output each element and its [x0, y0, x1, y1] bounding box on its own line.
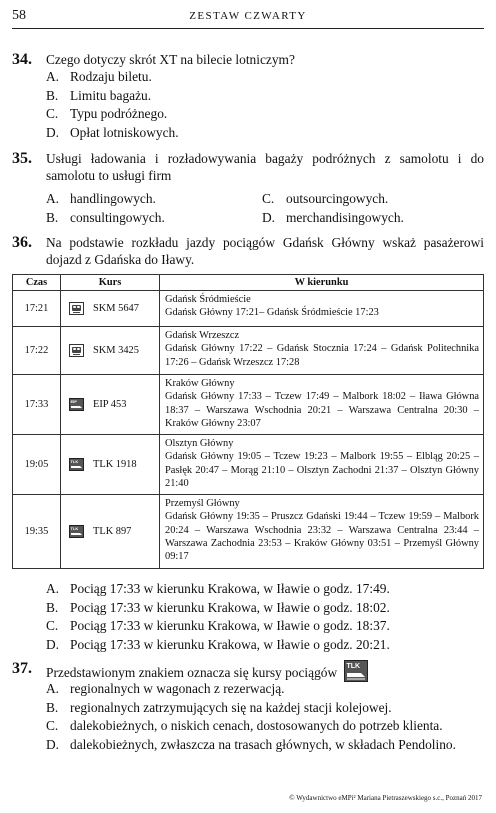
time-cell: 17:33 [13, 375, 61, 435]
route-stops: Gdańsk Główny 17:22 – Gdańsk Stocznia 17:24 – Gdańsk Politechnika 17:26 – Gdańsk Wrzeszcz 17:28 [165, 343, 479, 368]
table-row [13, 291, 484, 327]
answer-text: Rodzaju biletu. [70, 69, 152, 84]
destination: Kraków Główny [165, 378, 235, 389]
answers-37 [46, 680, 484, 754]
answer-text: handlingowych. [70, 191, 156, 206]
column-header: W kierunku [160, 275, 484, 291]
svg-text:TLK: TLK [346, 663, 360, 670]
answer-text: Pociąg 17:33 w kierunku Krakowa, w Iławie o godz. 18:37. [70, 618, 390, 633]
time-cell: 17:21 [13, 291, 61, 327]
answer-letter: D. [46, 636, 60, 652]
skm-train-icon [69, 302, 84, 315]
answer-option [46, 105, 484, 124]
answer-letter: A. [46, 681, 60, 696]
answer-option [46, 124, 484, 143]
table-header-row [13, 275, 484, 291]
answer-text: merchandisingowych. [286, 209, 404, 225]
answers-35 [46, 190, 484, 227]
question-34 [12, 51, 484, 68]
tlk-train-icon [344, 660, 368, 682]
answer-letter: C. [46, 106, 59, 121]
answer-text: Pociąg 17:33 w kierunku Krakowa, w Iławie o godz. 18:02. [70, 599, 390, 615]
route-stops: Gdańsk Główny 19:05 – Tczew 19:23 – Malbork 19:55 – Elbląg 20:25 – Pasłęk 20:47 – Morąg 21:10 – Olsztyn Zachodni 21:37 – Olsztyn Główny 21:40 [165, 451, 479, 489]
answer-text: Limitu bagażu. [70, 87, 152, 103]
answer-letter: C. [46, 718, 59, 733]
answer-option [46, 617, 484, 636]
timetable [12, 274, 484, 569]
answer-text: dalekobieżnych, o niskich cenach, dostosowanych do potrzeb klienta. [70, 718, 443, 733]
svg-text:EIP: EIP [70, 398, 77, 404]
copyright-footer: © Wydawnictwo eMPi² Mariana Pietraszewskiego s.c., Poznań 2017 [289, 794, 482, 802]
question-35 [12, 150, 484, 184]
table-row [13, 375, 484, 435]
destination: Gdańsk Śródmieście [165, 294, 251, 305]
answer-text: Typu podróżnego. [70, 106, 168, 121]
answer-text: regionalnych zatrzymujących się na każdej stacji kolejowej. [70, 699, 392, 715]
answer-option [46, 599, 484, 618]
answer-letter: B. [46, 599, 59, 615]
destination: Przemyśl Główny [165, 498, 240, 509]
route-cell [160, 495, 484, 569]
answer-option [46, 699, 484, 718]
question-text: Czego dotyczy skrót XT na bilecie lotniczym? [46, 52, 295, 67]
column-header: Kurs [61, 275, 160, 291]
answer-letter: D. [46, 736, 60, 752]
course-label: TLK 1918 [93, 458, 137, 470]
answer-option [46, 190, 262, 209]
answer-text: Opłat lotniskowych. [70, 124, 179, 140]
question-number: 34. [12, 51, 32, 68]
question-number: 35. [12, 150, 32, 167]
answer-option [46, 68, 484, 87]
eip-train-icon [69, 398, 84, 411]
answer-text: consultingowych. [70, 209, 165, 225]
answer-option [46, 736, 484, 755]
answer-letter: A. [46, 581, 60, 596]
course-label: SKM 5647 [93, 302, 139, 314]
answer-letter: C. [46, 618, 59, 633]
tlk-train-icon [69, 525, 84, 538]
answer-letter: D. [46, 124, 60, 140]
page-header [12, 7, 484, 27]
destination: Gdańsk Wrzeszcz [165, 330, 240, 341]
route-stops: Gdańsk Główny 17:21– Gdańsk Śródmieście 17:23 [165, 307, 379, 319]
table-row [13, 327, 484, 375]
question-text: Przedstawionym znakiem oznacza się kursy pociągów [46, 665, 338, 680]
time-cell: 19:05 [13, 435, 61, 495]
answer-option [46, 680, 484, 699]
question-number: 36. [12, 234, 32, 251]
question-text: Usługi ładowania i rozładowywania bagaży podróżnych z samolotu i do samolotu to usługi firm [46, 151, 484, 183]
answer-option [262, 209, 478, 228]
destination: Olsztyn Główny [165, 438, 234, 449]
answer-option [46, 209, 262, 228]
answer-option [262, 190, 478, 209]
section-title: ZESTAW CZWARTY [189, 10, 307, 22]
course-label: SKM 3425 [93, 344, 139, 356]
answer-letter: B. [46, 87, 59, 103]
answer-option [46, 636, 484, 655]
page-number: 58 [12, 8, 26, 23]
answer-letter: A. [46, 191, 60, 206]
answer-text: Pociąg 17:33 w kierunku Krakowa, w Iławie o godz. 20:21. [70, 636, 390, 652]
question-text: Na podstawie rozkładu jazdy pociągów Gdańsk Główny wskaż pasażerowi dojazd z Gdańska do Iławy. [46, 235, 484, 267]
answers-34 [46, 68, 484, 142]
table-row [13, 495, 484, 569]
answer-letter: B. [46, 699, 59, 715]
course-label: TLK 897 [93, 525, 132, 537]
answer-option [46, 580, 484, 599]
table-row [13, 435, 484, 495]
question-36 [12, 234, 484, 268]
route-stops: Gdańsk Główny 19:35 – Pruszcz Gdański 19:44 – Tczew 19:59 – Malbork 20:24 – Warszawa Wschodnia 23:32 – Warszawa Centralna 23:44 – Warszawa Zachodnia 23:53 – Kraków Główny 03:51 – Przemyśl Główny 09:17 [165, 511, 479, 563]
answer-letter: B. [46, 209, 59, 225]
course-label: EIP 453 [93, 398, 127, 410]
header-divider [12, 28, 484, 29]
time-cell: 17:22 [13, 327, 61, 375]
answer-option [46, 87, 484, 106]
tlk-train-icon [69, 458, 84, 471]
answer-text: Pociąg 17:33 w kierunku Krakowa, w Iławie o godz. 17:49. [70, 581, 390, 596]
question-number: 37. [12, 660, 32, 677]
answer-text: dalekobieżnych, zwłaszcza na trasach głównych, w składach Pendolino. [70, 736, 456, 752]
skm-train-icon [69, 344, 84, 357]
column-header: Czas [13, 275, 61, 291]
answers-36 [46, 580, 484, 654]
route-stops: Gdańsk Główny 17:33 – Tczew 17:49 – Malbork 18:02 – Iława Główna 18:37 – Warszawa Wschodnia 20:21 – Warszawa Centralna 20:30 – Kraków Główny 23:07 [165, 391, 479, 429]
svg-text:TLK: TLK [70, 525, 79, 531]
answer-text: regionalnych w wagonach z rezerwacją. [70, 681, 285, 696]
answer-letter: A. [46, 69, 60, 84]
answer-text: outsourcingowych. [286, 191, 389, 206]
question-37 [12, 660, 484, 682]
svg-text:TLK: TLK [70, 458, 79, 464]
answer-letter: D. [262, 209, 276, 225]
route-cell [160, 291, 484, 327]
time-cell: 19:35 [13, 495, 61, 569]
route-cell [160, 435, 484, 495]
route-cell [160, 327, 484, 375]
route-cell [160, 375, 484, 435]
answer-option [46, 717, 484, 736]
answer-letter: C. [262, 191, 275, 206]
